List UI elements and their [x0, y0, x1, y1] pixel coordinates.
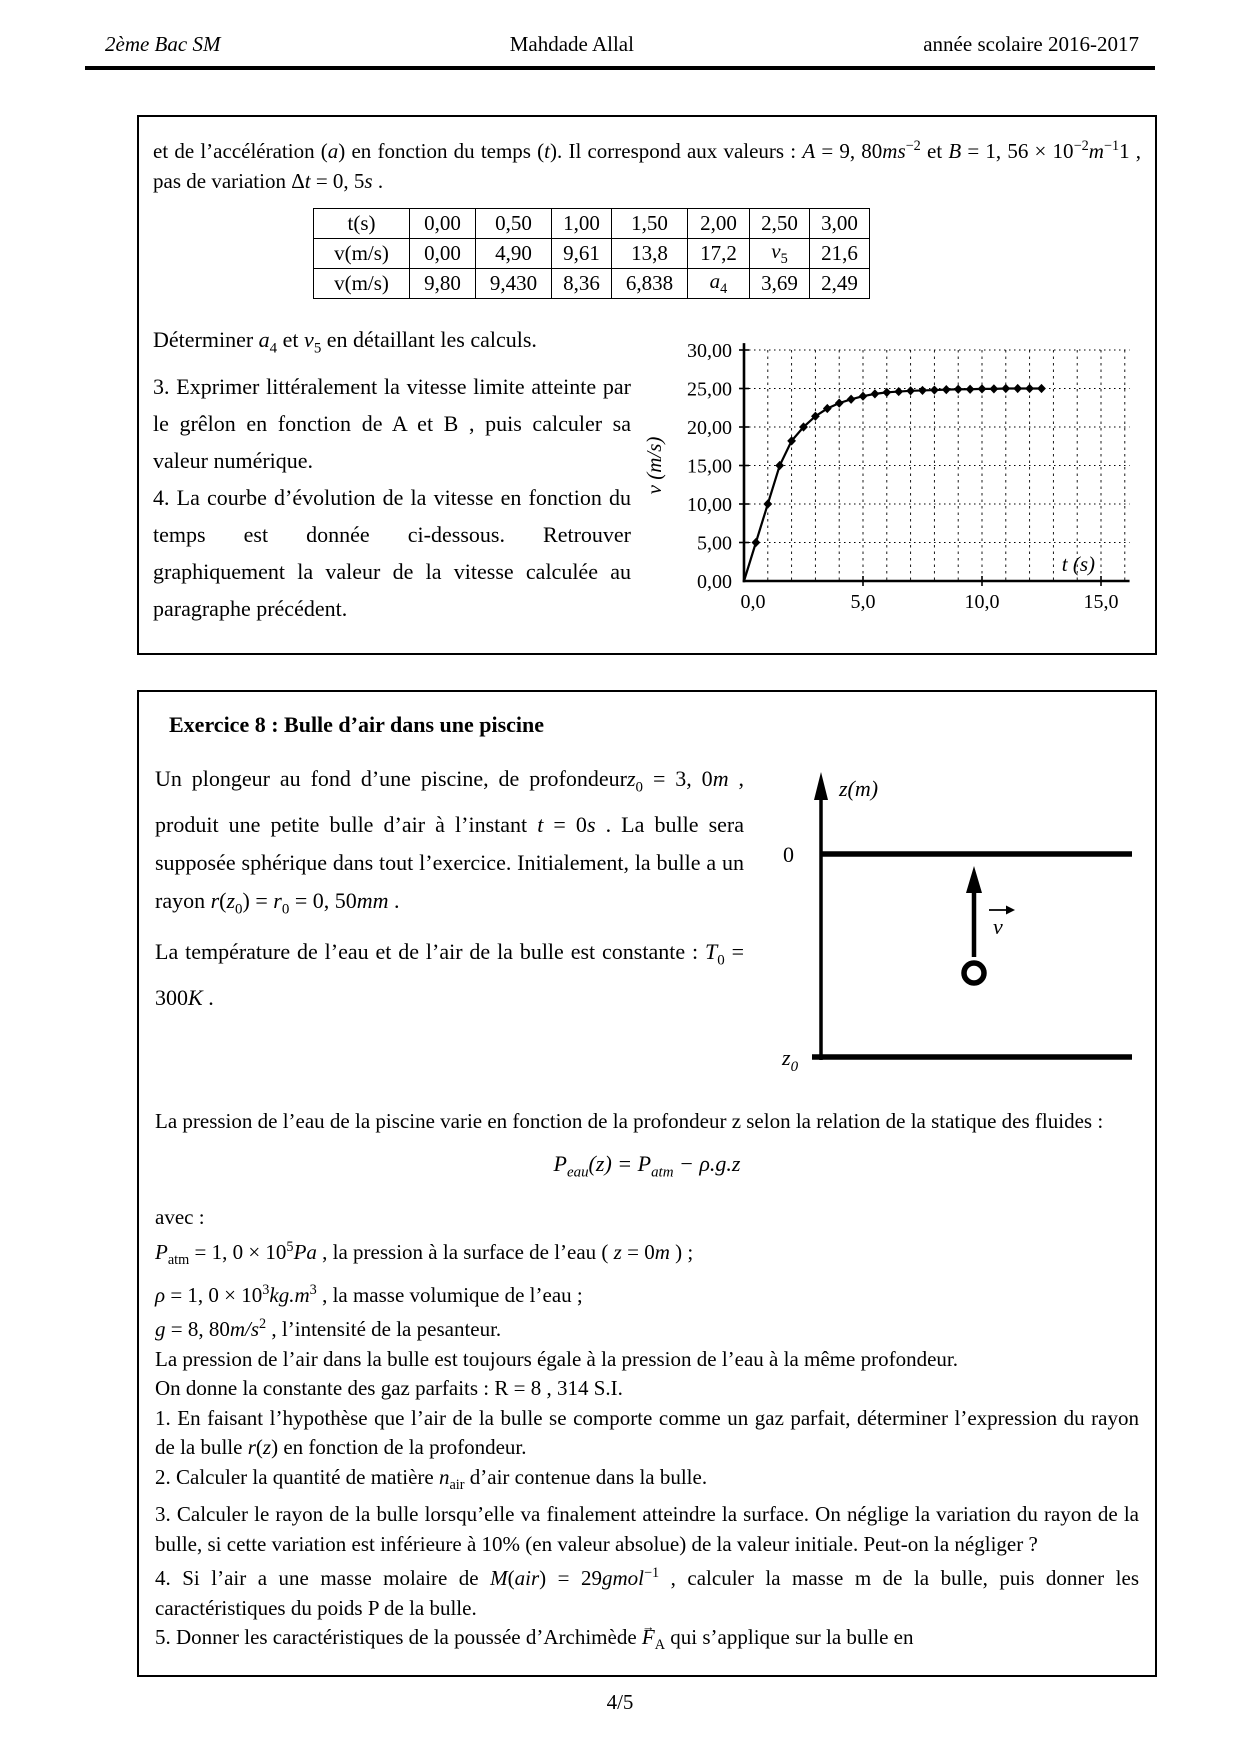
- table-cell: 13,8: [612, 239, 688, 269]
- table-cell: 2,49: [810, 269, 870, 299]
- svg-text:10,00: 10,00: [687, 494, 732, 517]
- header-course: 2ème Bac SM: [105, 32, 221, 56]
- table-row-header: v(m/s): [314, 239, 410, 269]
- table-cell: 4,90: [476, 239, 552, 269]
- table-cell: $a_4$: [688, 269, 750, 299]
- statement-paragraph: On donne la constante des gaz parfaits : R = 8 , 314 S.I.: [155, 1376, 623, 1401]
- avec-label: avec :: [155, 1205, 205, 1230]
- svg-text:10,0: 10,0: [964, 591, 1000, 614]
- table-cell: 3,69: [750, 269, 810, 299]
- page-header: [85, 32, 1155, 70]
- svg-text:25,00: 25,00: [687, 378, 732, 401]
- velocity-arrowhead: [966, 866, 982, 893]
- pool-diagram: [744, 760, 1139, 1095]
- statement-paragraph: La température de l’eau et de l’air de la bulle est constante : $T_0 = 300K$ .: [155, 938, 744, 1011]
- svg-text:0,00: 0,00: [697, 571, 732, 594]
- question-paragraph: 5. Donner les caractéristiques de la poussée d’Archimède → $F_A$ qui s’applique sur la bulle en: [155, 1623, 1139, 1661]
- table-cell: 1,50: [612, 209, 688, 239]
- svg-text:15,0: 15,0: [1083, 591, 1119, 614]
- exercise7-box: [137, 115, 1157, 655]
- svg-text:5,0: 5,0: [850, 591, 876, 614]
- statement-paragraph: La pression de l’eau de la piscine varie en fonction de la profondeur z selon la relation de la statique des fluides :: [155, 1109, 1104, 1133]
- table-cell: 0,00: [410, 209, 476, 239]
- question-paragraph: 3. Calculer le rayon de la bulle lorsqu’elle va finalement atteindre la surface. On néglige la variation du rayon de la bulle, si cette variation est inférieure à 10% (en valeur absolue) de la valeur initiale. Peut-on la négliger ?: [155, 1502, 1139, 1556]
- statement-column: [155, 760, 744, 1101]
- table-cell: 17,2: [688, 239, 750, 269]
- table-row-header: v(m/s): [314, 269, 410, 299]
- question-paragraph: 4. La courbe d’évolution de la vitesse en fonction du temps est donnée ci-dessous. Retrouver graphiquement la valeur de la vitesse calculée au paragraphe précédent.: [153, 484, 631, 621]
- surface-zero-label: 0: [783, 842, 794, 867]
- table-cell: 2,00: [688, 209, 750, 239]
- table-cell: 8,36: [552, 269, 612, 299]
- question-paragraph: 2. Calculer la quantité de matière $n_{air}$ d’air contenue dans la bulle.: [155, 1464, 708, 1493]
- z0-label: $z_0$: [782, 1045, 799, 1075]
- table-cell: 21,6: [810, 239, 870, 269]
- values-table-body: [314, 209, 870, 299]
- exercise-title: Exercice 8 : Bulle d’air dans une piscine: [169, 712, 545, 737]
- question-paragraph: Déterminer $a_4$ et $v_5$ en détaillant les calculs.: [153, 327, 537, 357]
- svg-text:15,00: 15,00: [687, 455, 732, 478]
- page-number: 4/5: [606, 1690, 634, 1714]
- table-row: [314, 209, 870, 239]
- table-cell: $v_5$: [750, 239, 810, 269]
- intro-paragraph: et de l’accélération (a) en fonction du temps (t). Il correspond aux valeurs : A = 9, $80ms^{-2}$ et B = 1, $56 \times 10^{-2}m^{-1}1$ , pas de variation Δt = 0, 5s .: [153, 138, 1142, 193]
- table-cell: 0,00: [410, 239, 476, 269]
- question-paragraph: 3. Exprimer littéralement la vitesse limite atteinte par le grêlon en fonction de A et B , puis calculer sa valeur numérique.: [153, 373, 631, 473]
- question-column: [153, 321, 631, 627]
- statement-paragraph: La pression de l’air dans la bulle est toujours égale à la pression de l’eau à la même profondeur.: [155, 1346, 958, 1371]
- exercise-body: [155, 1107, 1139, 1661]
- table-cell: 9,61: [552, 239, 612, 269]
- table-row: [314, 269, 870, 299]
- header-author: Mahdade Allal: [509, 32, 634, 56]
- data-item: $P_{atm} = 1$, $0 \times 10^5Pa$ , la pression à la surface de l’eau ( z = 0m ) ;: [155, 1238, 694, 1269]
- svg-text:v (m/s): v (m/s): [642, 437, 666, 495]
- data-item: ρ = 1, $0 \times 10^3kg.m^3$ , la masse volumique de l’eau ;: [155, 1281, 583, 1307]
- table-cell: 9,80: [410, 269, 476, 299]
- values-table: [313, 208, 870, 299]
- table-cell: 0,50: [476, 209, 552, 239]
- table-row-header: t(s): [314, 209, 410, 239]
- svg-text:t (s): t (s): [1061, 552, 1095, 577]
- svg-text:30,00: 30,00: [687, 340, 732, 363]
- svg-text:0,0: 0,0: [740, 591, 766, 614]
- header-rule: [85, 66, 1155, 70]
- chart-container: [631, 321, 1141, 627]
- velocity-label-arrowhead: [1006, 906, 1015, 915]
- velocity-chart: [631, 321, 1141, 621]
- table-cell: 9,430: [476, 269, 552, 299]
- bubble-icon: [964, 963, 984, 983]
- table-row: [314, 239, 870, 269]
- statement-paragraph: Un plongeur au fond d’une piscine, de profondeurz$_0$ = 3, 0m , produit une petite bulle d’air à l’instant t = 0s . La bulle sera supposée sphérique dans tout l’exercice. Initialement, la bulle a un rayon $r(z_0) = r_0 = 0$, 50mm .: [155, 766, 744, 918]
- z-axis-label: z(m): [839, 776, 879, 801]
- table-cell: 1,00: [552, 209, 612, 239]
- header-year: année scolaire 2016-2017: [923, 32, 1139, 56]
- question-paragraph: 4. Si l’air a une masse molaire de M(air) = 29gmol$^{-1}$ , calculer la masse m de la bulle, puis donner les caractéristiques du poids P de la bulle.: [155, 1565, 1139, 1620]
- pressure-equation: $P_{eau}(z) = P_{atm} - \rho.g.z$: [553, 1150, 741, 1180]
- svg-text:20,00: 20,00: [687, 417, 732, 440]
- table-cell: 6,838: [612, 269, 688, 299]
- svg-text:5,00: 5,00: [697, 532, 732, 555]
- pool-diagram-container: [744, 760, 1139, 1101]
- table-cell: 3,00: [810, 209, 870, 239]
- data-item: g = 8, $80m/s^2$ , l’intensité de la pesanteur.: [155, 1316, 502, 1342]
- question-paragraph: 1. En faisant l’hypothèse que l’air de la bulle se comporte comme un gaz parfait, déterminer l’expression du rayon de la bulle r(z) en fonction de la profondeur.: [155, 1405, 1139, 1460]
- z-axis-arrowhead: [814, 772, 828, 800]
- velocity-label: v: [993, 914, 1003, 939]
- exercise8-box: [137, 690, 1157, 1677]
- table-cell: 2,50: [750, 209, 810, 239]
